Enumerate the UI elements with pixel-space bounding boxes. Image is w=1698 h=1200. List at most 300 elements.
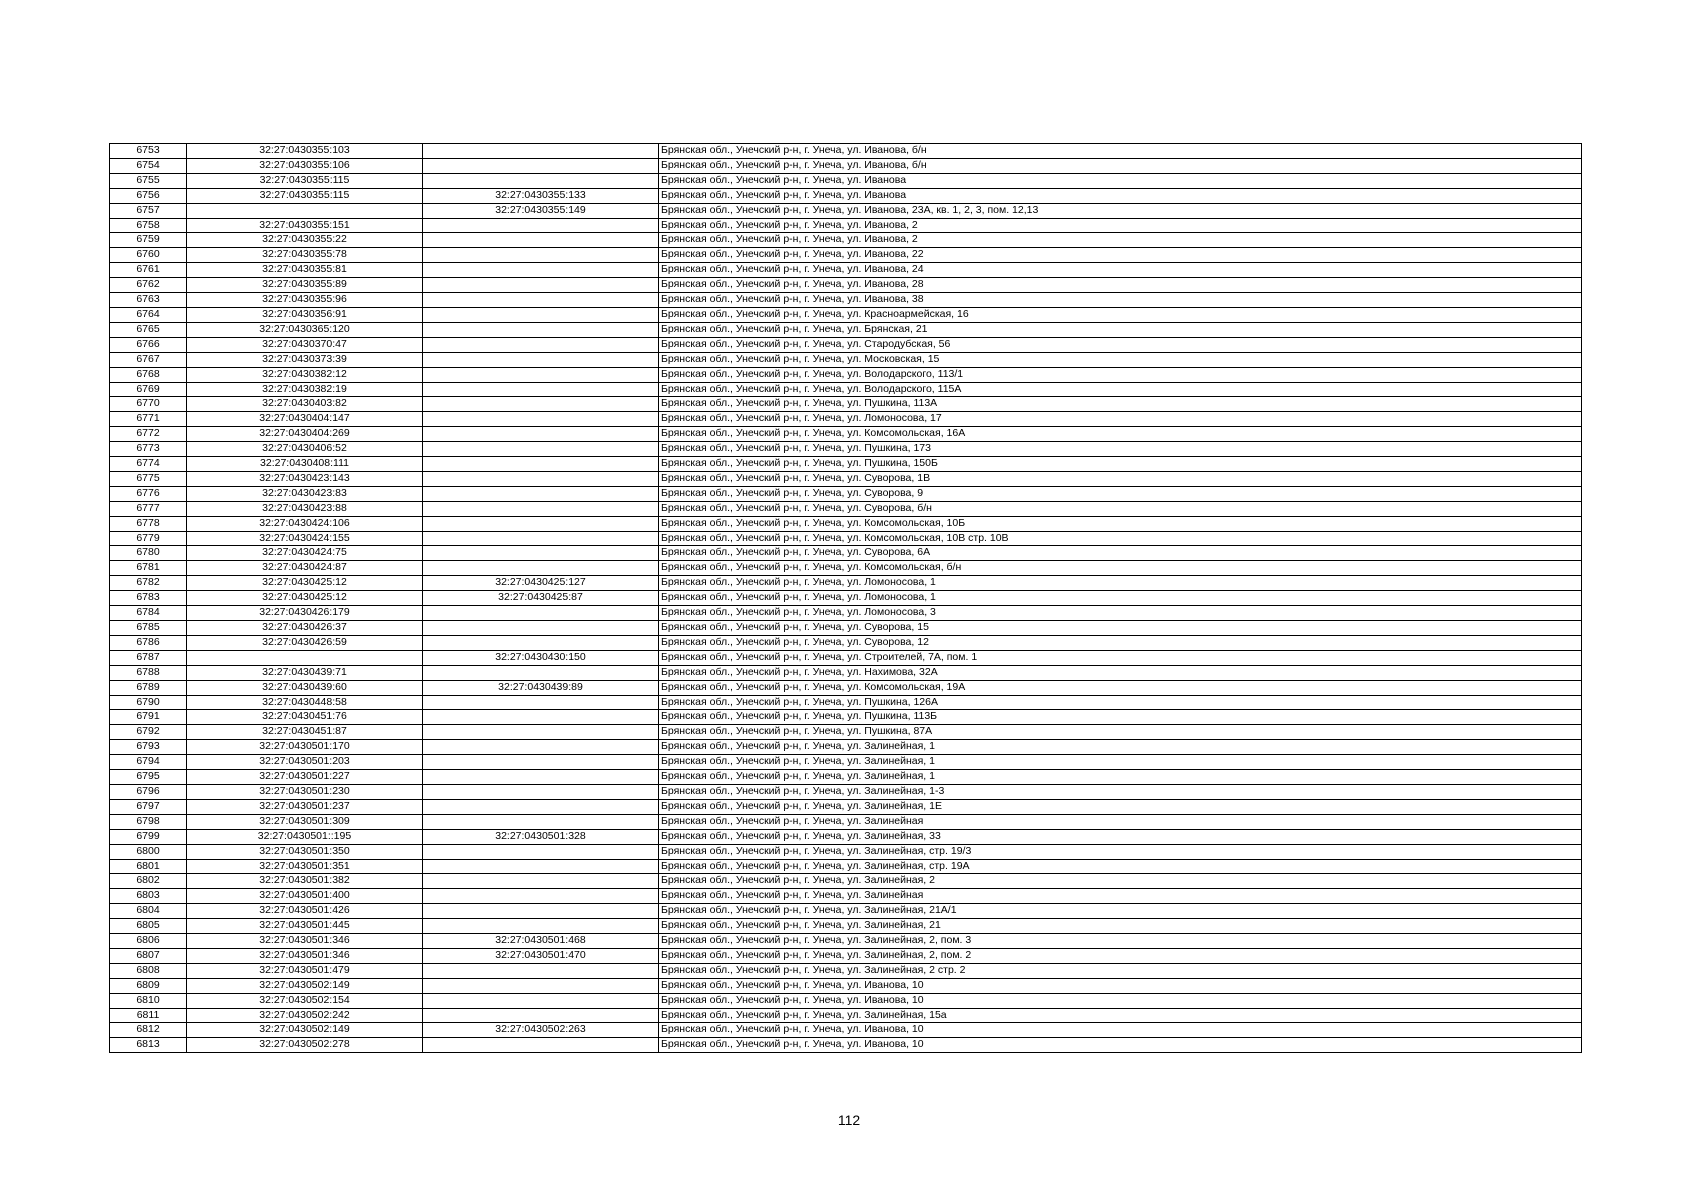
cadastral-number-cell: 32:27:0430355:103 [187, 144, 423, 159]
table-row [110, 412, 1582, 427]
table-row [110, 993, 1582, 1008]
table-row [110, 442, 1582, 457]
row-number-cell: 6792 [110, 725, 187, 740]
linked-cadastral-number-cell [423, 248, 659, 263]
row-number-cell: 6763 [110, 293, 187, 308]
cadastral-number-cell: 32:27:0430355:89 [187, 278, 423, 293]
row-number-cell: 6798 [110, 814, 187, 829]
table-row [110, 531, 1582, 546]
table-row [110, 486, 1582, 501]
cadastral-number-cell: 32:27:0430501::195 [187, 829, 423, 844]
cadastral-number-cell: 32:27:0430425:12 [187, 576, 423, 591]
address-cell: Брянская обл., Унечский р-н, г. Унеча, ул. Иванова, 23А, кв. 1, 2, 3, пом. 12,13 [659, 203, 1582, 218]
table-row [110, 1023, 1582, 1038]
cadastral-number-cell: 32:27:0430424:75 [187, 546, 423, 561]
row-number-cell: 6762 [110, 278, 187, 293]
table-row [110, 963, 1582, 978]
address-cell: Брянская обл., Унечский р-н, г. Унеча, ул. Залинейная, 1Е [659, 799, 1582, 814]
address-cell: Брянская обл., Унечский р-н, г. Унеча, ул. Залинейная, 21А/1 [659, 904, 1582, 919]
linked-cadastral-number-cell [423, 993, 659, 1008]
cadastral-number-cell: 32:27:0430501:237 [187, 799, 423, 814]
address-cell: Брянская обл., Унечский р-н, г. Унеча, ул. Володарского, 115А [659, 382, 1582, 397]
cadastral-number-cell: 32:27:0430501:479 [187, 963, 423, 978]
address-cell: Брянская обл., Унечский р-н, г. Унеча, ул. Залинейная, 1 [659, 740, 1582, 755]
linked-cadastral-number-cell: 32:27:0430355:133 [423, 188, 659, 203]
cadastral-number-cell: 32:27:0430451:76 [187, 710, 423, 725]
address-cell: Брянская обл., Унечский р-н, г. Унеча, ул. Залинейная, 1 [659, 770, 1582, 785]
cadastral-number-cell: 32:27:0430501:350 [187, 844, 423, 859]
address-cell: Брянская обл., Унечский р-н, г. Унеча, ул. Залинейная, 1 [659, 755, 1582, 770]
address-cell: Брянская обл., Унечский р-н, г. Унеча, ул. Володарского, 113/1 [659, 367, 1582, 382]
table-row [110, 874, 1582, 889]
address-cell: Брянская обл., Унечский р-н, г. Унеча, ул. Ломоносова, 17 [659, 412, 1582, 427]
table-row [110, 740, 1582, 755]
cadastral-number-cell: 32:27:0430355:115 [187, 188, 423, 203]
address-cell: Брянская обл., Унечский р-н, г. Унеча, ул. Стародубская, 56 [659, 337, 1582, 352]
row-number-cell: 6813 [110, 1038, 187, 1053]
linked-cadastral-number-cell: 32:27:0430430:150 [423, 650, 659, 665]
row-number-cell: 6810 [110, 993, 187, 1008]
row-number-cell: 6791 [110, 710, 187, 725]
linked-cadastral-number-cell: 32:27:0430502:263 [423, 1023, 659, 1038]
table-row [110, 248, 1582, 263]
table-row [110, 218, 1582, 233]
row-number-cell: 6760 [110, 248, 187, 263]
cadastral-number-cell: 32:27:0430408:111 [187, 457, 423, 472]
linked-cadastral-number-cell [423, 606, 659, 621]
address-cell: Брянская обл., Унечский р-н, г. Унеча, ул. Залинейная, стр. 19/3 [659, 844, 1582, 859]
row-number-cell: 6782 [110, 576, 187, 591]
cadastral-number-cell: 32:27:0430355:22 [187, 233, 423, 248]
table-row [110, 352, 1582, 367]
row-number-cell: 6795 [110, 770, 187, 785]
table-row [110, 650, 1582, 665]
linked-cadastral-number-cell [423, 293, 659, 308]
linked-cadastral-number-cell [423, 397, 659, 412]
linked-cadastral-number-cell [423, 501, 659, 516]
cadastral-number-cell: 32:27:0430502:242 [187, 1008, 423, 1023]
linked-cadastral-number-cell [423, 978, 659, 993]
row-number-cell: 6757 [110, 203, 187, 218]
row-number-cell: 6774 [110, 457, 187, 472]
cadastral-number-cell: 32:27:0430423:88 [187, 501, 423, 516]
address-cell: Брянская обл., Унечский р-н, г. Унеча, ул. Залинейная, 2, пом. 3 [659, 934, 1582, 949]
row-number-cell: 6788 [110, 665, 187, 680]
linked-cadastral-number-cell [423, 889, 659, 904]
table-row [110, 546, 1582, 561]
cadastral-number-cell: 32:27:0430382:12 [187, 367, 423, 382]
linked-cadastral-number-cell [423, 844, 659, 859]
linked-cadastral-number-cell: 32:27:0430425:127 [423, 576, 659, 591]
linked-cadastral-number-cell: 32:27:0430425:87 [423, 591, 659, 606]
row-number-cell: 6785 [110, 621, 187, 636]
cadastral-number-cell: 32:27:0430501:445 [187, 919, 423, 934]
table-row [110, 665, 1582, 680]
cadastral-number-cell: 32:27:0430355:78 [187, 248, 423, 263]
linked-cadastral-number-cell [423, 233, 659, 248]
address-cell: Брянская обл., Унечский р-н, г. Унеча, ул. Иванова, б/н [659, 144, 1582, 159]
cadastral-number-cell: 32:27:0430425:12 [187, 591, 423, 606]
table-row [110, 158, 1582, 173]
linked-cadastral-number-cell [423, 919, 659, 934]
cadastral-number-cell: 32:27:0430423:143 [187, 471, 423, 486]
cadastral-number-cell: 32:27:0430502:149 [187, 1023, 423, 1038]
row-number-cell: 6789 [110, 680, 187, 695]
row-number-cell: 6770 [110, 397, 187, 412]
table-row [110, 293, 1582, 308]
address-cell: Брянская обл., Унечский р-н, г. Унеча, ул. Залинейная, 2, пом. 2 [659, 948, 1582, 963]
row-number-cell: 6802 [110, 874, 187, 889]
table-row [110, 367, 1582, 382]
table-row [110, 844, 1582, 859]
address-cell: Брянская обл., Унечский р-н, г. Унеча, ул. Иванова, 10 [659, 1038, 1582, 1053]
linked-cadastral-number-cell [423, 278, 659, 293]
linked-cadastral-number-cell [423, 382, 659, 397]
row-number-cell: 6800 [110, 844, 187, 859]
cadastral-number-cell: 32:27:0430439:60 [187, 680, 423, 695]
address-cell: Брянская обл., Унечский р-н, г. Унеча, ул. Залинейная [659, 889, 1582, 904]
cadastral-number-cell: 32:27:0430356:91 [187, 307, 423, 322]
row-number-cell: 6797 [110, 799, 187, 814]
cadastral-number-cell: 32:27:0430355:81 [187, 263, 423, 278]
cadastral-number-cell: 32:27:0430355:96 [187, 293, 423, 308]
row-number-cell: 6755 [110, 173, 187, 188]
linked-cadastral-number-cell [423, 367, 659, 382]
address-cell: Брянская обл., Унечский р-н, г. Унеча, ул. Ломоносова, 1 [659, 576, 1582, 591]
table-row [110, 919, 1582, 934]
linked-cadastral-number-cell [423, 263, 659, 278]
address-cell: Брянская обл., Унечский р-н, г. Унеча, ул. Залинейная, 2 [659, 874, 1582, 889]
cadastral-number-cell: 32:27:0430355:151 [187, 218, 423, 233]
address-cell: Брянская обл., Унечский р-н, г. Унеча, ул. Суворова, 12 [659, 635, 1582, 650]
address-cell: Брянская обл., Унечский р-н, г. Унеча, ул. Иванова, 10 [659, 978, 1582, 993]
address-cell: Брянская обл., Унечский р-н, г. Унеча, ул. Залинейная, стр. 19А [659, 859, 1582, 874]
table-row [110, 978, 1582, 993]
table-row [110, 516, 1582, 531]
cadastral-number-cell: 32:27:0430501:346 [187, 948, 423, 963]
row-number-cell: 6808 [110, 963, 187, 978]
row-number-cell: 6805 [110, 919, 187, 934]
cadastral-number-cell: 32:27:0430439:71 [187, 665, 423, 680]
address-cell: Брянская обл., Унечский р-н, г. Унеча, ул. Брянская, 21 [659, 322, 1582, 337]
table-row [110, 427, 1582, 442]
row-number-cell: 6759 [110, 233, 187, 248]
cadastral-number-cell: 32:27:0430501:426 [187, 904, 423, 919]
table-row [110, 188, 1582, 203]
cadastral-number-cell: 32:27:0430355:115 [187, 173, 423, 188]
linked-cadastral-number-cell [423, 352, 659, 367]
row-number-cell: 6787 [110, 650, 187, 665]
linked-cadastral-number-cell [423, 784, 659, 799]
registry-table-body [110, 144, 1582, 1053]
cadastral-number-cell: 32:27:0430502:154 [187, 993, 423, 1008]
table-row [110, 621, 1582, 636]
linked-cadastral-number-cell [423, 471, 659, 486]
row-number-cell: 6775 [110, 471, 187, 486]
linked-cadastral-number-cell [423, 665, 659, 680]
cadastral-number-cell: 32:27:0430355:106 [187, 158, 423, 173]
row-number-cell: 6790 [110, 695, 187, 710]
linked-cadastral-number-cell: 32:27:0430439:89 [423, 680, 659, 695]
cadastral-number-cell [187, 650, 423, 665]
row-number-cell: 6773 [110, 442, 187, 457]
address-cell: Брянская обл., Унечский р-н, г. Унеча, ул. Пушкина, 87А [659, 725, 1582, 740]
row-number-cell: 6772 [110, 427, 187, 442]
address-cell: Брянская обл., Унечский р-н, г. Унеча, ул. Иванова, б/н [659, 158, 1582, 173]
linked-cadastral-number-cell [423, 635, 659, 650]
row-number-cell: 6794 [110, 755, 187, 770]
row-number-cell: 6753 [110, 144, 187, 159]
table-row [110, 471, 1582, 486]
cadastral-number-cell: 32:27:0430426:179 [187, 606, 423, 621]
linked-cadastral-number-cell [423, 218, 659, 233]
row-number-cell: 6758 [110, 218, 187, 233]
address-cell: Брянская обл., Унечский р-н, г. Унеча, ул. Ломоносова, 3 [659, 606, 1582, 621]
row-number-cell: 6756 [110, 188, 187, 203]
linked-cadastral-number-cell [423, 740, 659, 755]
row-number-cell: 6781 [110, 561, 187, 576]
row-number-cell: 6769 [110, 382, 187, 397]
linked-cadastral-number-cell [423, 457, 659, 472]
row-number-cell: 6801 [110, 859, 187, 874]
table-row [110, 784, 1582, 799]
address-cell: Брянская обл., Унечский р-н, г. Унеча, ул. Пушкина, 113Б [659, 710, 1582, 725]
linked-cadastral-number-cell [423, 442, 659, 457]
linked-cadastral-number-cell [423, 307, 659, 322]
linked-cadastral-number-cell [423, 173, 659, 188]
address-cell: Брянская обл., Унечский р-н, г. Унеча, ул. Иванова, 38 [659, 293, 1582, 308]
address-cell: Брянская обл., Унечский р-н, г. Унеча, ул. Иванова, 22 [659, 248, 1582, 263]
row-number-cell: 6779 [110, 531, 187, 546]
table-row [110, 859, 1582, 874]
row-number-cell: 6777 [110, 501, 187, 516]
table-row [110, 695, 1582, 710]
table-row [110, 382, 1582, 397]
linked-cadastral-number-cell [423, 158, 659, 173]
cadastral-number-cell: 32:27:0430404:269 [187, 427, 423, 442]
cadastral-number-cell: 32:27:0430501:203 [187, 755, 423, 770]
cadastral-number-cell: 32:27:0430424:87 [187, 561, 423, 576]
linked-cadastral-number-cell [423, 486, 659, 501]
cadastral-number-cell: 32:27:0430423:83 [187, 486, 423, 501]
linked-cadastral-number-cell [423, 799, 659, 814]
table-row [110, 889, 1582, 904]
address-cell: Брянская обл., Унечский р-н, г. Унеча, ул. Суворова, 6А [659, 546, 1582, 561]
table-row [110, 1038, 1582, 1053]
linked-cadastral-number-cell [423, 1038, 659, 1053]
table-row [110, 501, 1582, 516]
table-row [110, 203, 1582, 218]
linked-cadastral-number-cell [423, 412, 659, 427]
address-cell: Брянская обл., Унечский р-н, г. Унеча, ул. Комсомольская, 19А [659, 680, 1582, 695]
linked-cadastral-number-cell [423, 546, 659, 561]
cadastral-number-cell: 32:27:0430365:120 [187, 322, 423, 337]
linked-cadastral-number-cell [423, 963, 659, 978]
table-row [110, 307, 1582, 322]
row-number-cell: 6804 [110, 904, 187, 919]
row-number-cell: 6778 [110, 516, 187, 531]
cadastral-number-cell: 32:27:0430501:170 [187, 740, 423, 755]
address-cell: Брянская обл., Унечский р-н, г. Унеча, ул. Нахимова, 32А [659, 665, 1582, 680]
table-row [110, 278, 1582, 293]
linked-cadastral-number-cell [423, 621, 659, 636]
address-cell: Брянская обл., Унечский р-н, г. Унеча, ул. Комсомольская, б/н [659, 561, 1582, 576]
address-cell: Брянская обл., Унечский р-н, г. Унеча, ул. Суворова, 9 [659, 486, 1582, 501]
cadastral-number-cell: 32:27:0430502:278 [187, 1038, 423, 1053]
table-row [110, 829, 1582, 844]
row-number-cell: 6776 [110, 486, 187, 501]
row-number-cell: 6766 [110, 337, 187, 352]
table-row [110, 934, 1582, 949]
address-cell: Брянская обл., Унечский р-н, г. Унеча, ул. Суворова, б/н [659, 501, 1582, 516]
row-number-cell: 6799 [110, 829, 187, 844]
cadastral-number-cell: 32:27:0430501:227 [187, 770, 423, 785]
table-row [110, 263, 1582, 278]
cadastral-number-cell: 32:27:0430451:87 [187, 725, 423, 740]
linked-cadastral-number-cell [423, 531, 659, 546]
address-cell: Брянская обл., Унечский р-н, г. Унеча, ул. Пушкина, 113А [659, 397, 1582, 412]
table-row [110, 755, 1582, 770]
row-number-cell: 6771 [110, 412, 187, 427]
linked-cadastral-number-cell [423, 144, 659, 159]
row-number-cell: 6796 [110, 784, 187, 799]
linked-cadastral-number-cell [423, 561, 659, 576]
row-number-cell: 6754 [110, 158, 187, 173]
address-cell: Брянская обл., Унечский р-н, г. Унеча, ул. Московская, 15 [659, 352, 1582, 367]
cadastral-registry-table [109, 143, 1582, 1053]
row-number-cell: 6803 [110, 889, 187, 904]
linked-cadastral-number-cell [423, 904, 659, 919]
linked-cadastral-number-cell [423, 322, 659, 337]
row-number-cell: 6806 [110, 934, 187, 949]
linked-cadastral-number-cell [423, 710, 659, 725]
table-row [110, 814, 1582, 829]
cadastral-number-cell: 32:27:0430501:400 [187, 889, 423, 904]
cadastral-number-cell: 32:27:0430501:230 [187, 784, 423, 799]
cadastral-number-cell: 32:27:0430382:19 [187, 382, 423, 397]
linked-cadastral-number-cell: 32:27:0430355:149 [423, 203, 659, 218]
table-row [110, 725, 1582, 740]
linked-cadastral-number-cell: 32:27:0430501:328 [423, 829, 659, 844]
table-row [110, 337, 1582, 352]
cadastral-number-cell [187, 203, 423, 218]
table-row [110, 635, 1582, 650]
row-number-cell: 6786 [110, 635, 187, 650]
address-cell: Брянская обл., Унечский р-н, г. Унеча, ул. Суворова, 15 [659, 621, 1582, 636]
address-cell: Брянская обл., Унечский р-н, г. Унеча, ул. Иванова, 2 [659, 218, 1582, 233]
table-row [110, 144, 1582, 159]
row-number-cell: 6809 [110, 978, 187, 993]
linked-cadastral-number-cell: 32:27:0430501:468 [423, 934, 659, 949]
linked-cadastral-number-cell [423, 695, 659, 710]
linked-cadastral-number-cell [423, 725, 659, 740]
cadastral-number-cell: 32:27:0430403:82 [187, 397, 423, 412]
row-number-cell: 6783 [110, 591, 187, 606]
cadastral-number-cell: 32:27:0430373:39 [187, 352, 423, 367]
address-cell: Брянская обл., Унечский р-н, г. Унеча, ул. Залинейная [659, 814, 1582, 829]
address-cell: Брянская обл., Унечский р-н, г. Унеча, ул. Суворова, 1В [659, 471, 1582, 486]
linked-cadastral-number-cell [423, 337, 659, 352]
cadastral-number-cell: 32:27:0430448:58 [187, 695, 423, 710]
table-row [110, 799, 1582, 814]
address-cell: Брянская обл., Унечский р-н, г. Унеча, ул. Иванова, 24 [659, 263, 1582, 278]
address-cell: Брянская обл., Унечский р-н, г. Унеча, ул. Иванова [659, 173, 1582, 188]
row-number-cell: 6784 [110, 606, 187, 621]
cadastral-number-cell: 32:27:0430404:147 [187, 412, 423, 427]
table-row [110, 173, 1582, 188]
table-row [110, 710, 1582, 725]
address-cell: Брянская обл., Унечский р-н, г. Унеча, ул. Красноармейская, 16 [659, 307, 1582, 322]
linked-cadastral-number-cell [423, 859, 659, 874]
row-number-cell: 6811 [110, 1008, 187, 1023]
address-cell: Брянская обл., Унечский р-н, г. Унеча, ул. Пушкина, 126А [659, 695, 1582, 710]
address-cell: Брянская обл., Унечский р-н, г. Унеча, ул. Иванова, 28 [659, 278, 1582, 293]
table-row [110, 948, 1582, 963]
linked-cadastral-number-cell [423, 516, 659, 531]
address-cell: Брянская обл., Унечский р-н, г. Унеча, ул. Иванова, 2 [659, 233, 1582, 248]
address-cell: Брянская обл., Унечский р-н, г. Унеча, ул. Залинейная, 1-3 [659, 784, 1582, 799]
address-cell: Брянская обл., Унечский р-н, г. Унеча, ул. Иванова, 10 [659, 1023, 1582, 1038]
linked-cadastral-number-cell: 32:27:0430501:470 [423, 948, 659, 963]
address-cell: Брянская обл., Унечский р-н, г. Унеча, ул. Иванова, 10 [659, 993, 1582, 1008]
address-cell: Брянская обл., Унечский р-н, г. Унеча, ул. Комсомольская, 16А [659, 427, 1582, 442]
address-cell: Брянская обл., Унечский р-н, г. Унеча, ул. Залинейная, 33 [659, 829, 1582, 844]
address-cell: Брянская обл., Унечский р-н, г. Унеча, ул. Залинейная, 2 стр. 2 [659, 963, 1582, 978]
address-cell: Брянская обл., Унечский р-н, г. Унеча, ул. Комсомольская, 10Б [659, 516, 1582, 531]
table-row [110, 397, 1582, 412]
linked-cadastral-number-cell [423, 1008, 659, 1023]
page-number: 112 [837, 1112, 861, 1128]
table-row [110, 591, 1582, 606]
address-cell: Брянская обл., Унечский р-н, г. Унеча, ул. Залинейная, 21 [659, 919, 1582, 934]
table-row [110, 770, 1582, 785]
address-cell: Брянская обл., Унечский р-н, г. Унеча, ул. Залинейная, 15а [659, 1008, 1582, 1023]
cadastral-number-cell: 32:27:0430426:59 [187, 635, 423, 650]
cadastral-number-cell: 32:27:0430424:155 [187, 531, 423, 546]
table-row [110, 233, 1582, 248]
cadastral-number-cell: 32:27:0430501:351 [187, 859, 423, 874]
address-cell: Брянская обл., Унечский р-н, г. Унеча, ул. Иванова [659, 188, 1582, 203]
table-row [110, 561, 1582, 576]
linked-cadastral-number-cell [423, 427, 659, 442]
row-number-cell: 6765 [110, 322, 187, 337]
linked-cadastral-number-cell [423, 874, 659, 889]
address-cell: Брянская обл., Унечский р-н, г. Унеча, ул. Пушкина, 150Б [659, 457, 1582, 472]
address-cell: Брянская обл., Унечский р-н, г. Унеча, ул. Пушкина, 173 [659, 442, 1582, 457]
row-number-cell: 6761 [110, 263, 187, 278]
cadastral-number-cell: 32:27:0430501:309 [187, 814, 423, 829]
table-row [110, 606, 1582, 621]
linked-cadastral-number-cell [423, 814, 659, 829]
cadastral-number-cell: 32:27:0430501:346 [187, 934, 423, 949]
linked-cadastral-number-cell [423, 770, 659, 785]
address-cell: Брянская обл., Унечский р-н, г. Унеча, ул. Ломоносова, 1 [659, 591, 1582, 606]
address-cell: Брянская обл., Унечский р-н, г. Унеча, ул. Комсомольская, 10В стр. 10В [659, 531, 1582, 546]
row-number-cell: 6764 [110, 307, 187, 322]
table-row [110, 576, 1582, 591]
cadastral-number-cell: 32:27:0430406:52 [187, 442, 423, 457]
cadastral-number-cell: 32:27:0430502:149 [187, 978, 423, 993]
table-row [110, 904, 1582, 919]
row-number-cell: 6767 [110, 352, 187, 367]
cadastral-number-cell: 32:27:0430424:106 [187, 516, 423, 531]
table-row [110, 457, 1582, 472]
table-row [110, 1008, 1582, 1023]
row-number-cell: 6793 [110, 740, 187, 755]
table-row [110, 322, 1582, 337]
row-number-cell: 6807 [110, 948, 187, 963]
row-number-cell: 6768 [110, 367, 187, 382]
